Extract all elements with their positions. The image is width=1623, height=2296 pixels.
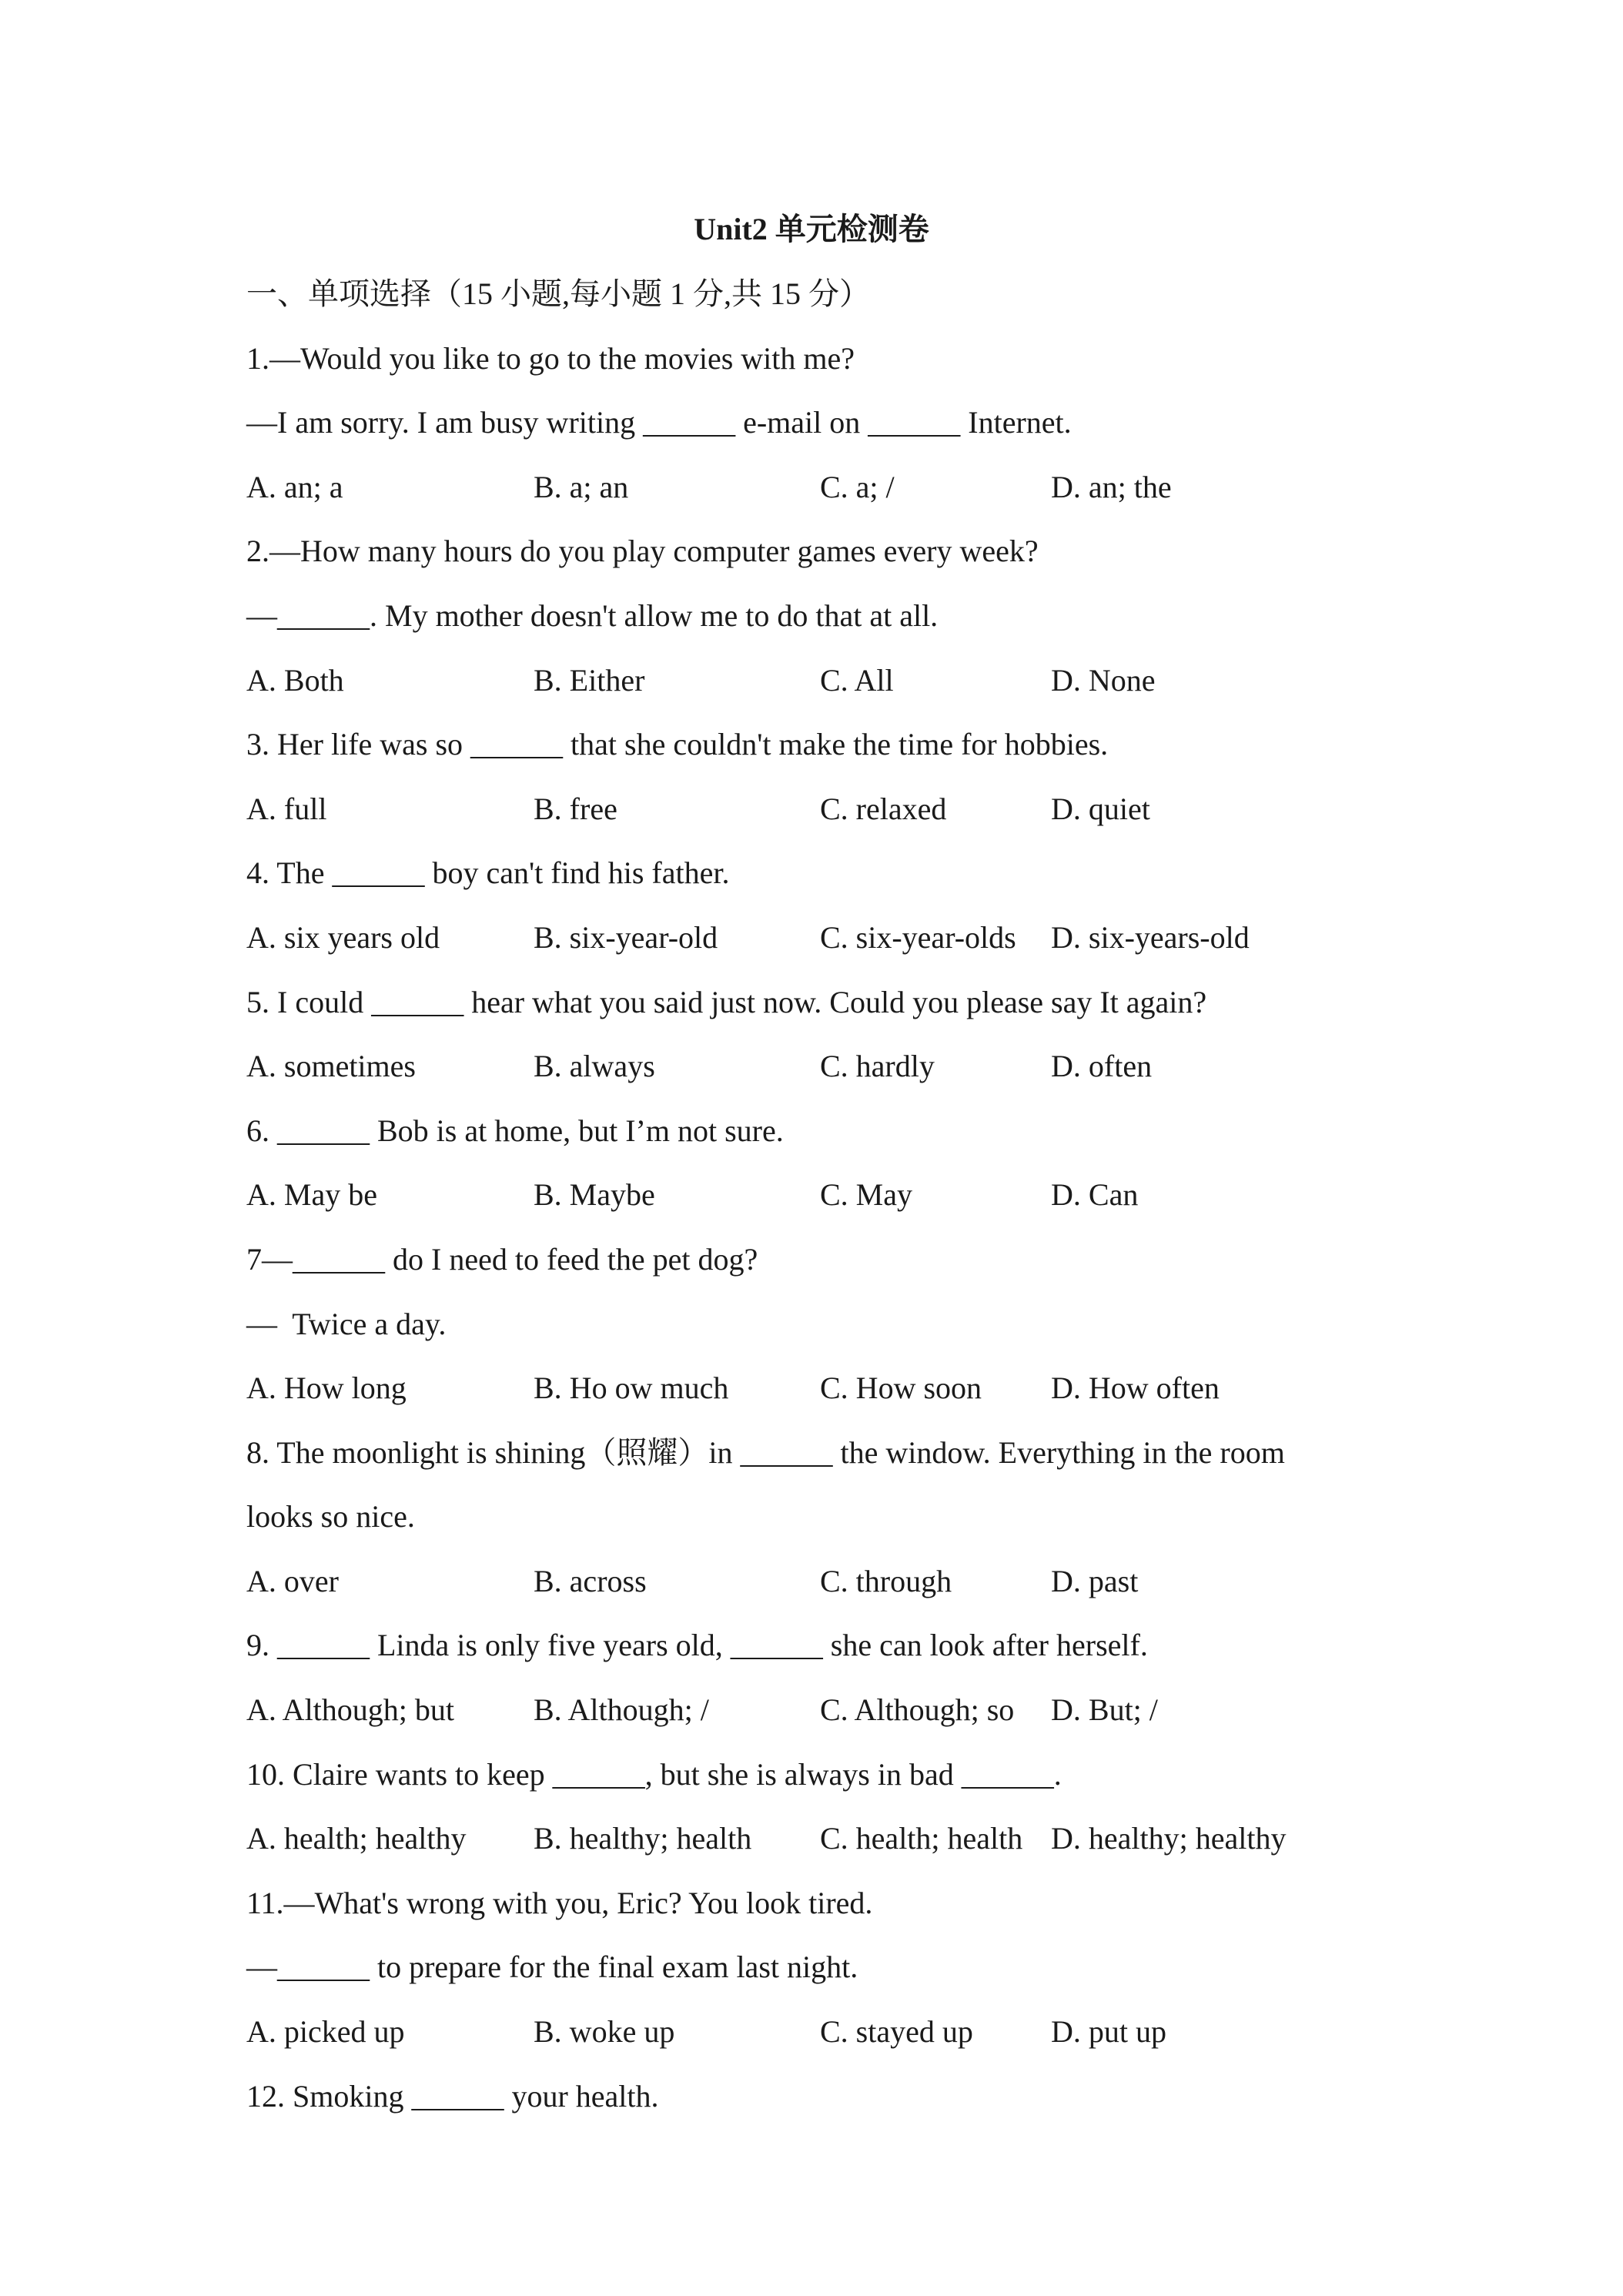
- option-a: A. sometimes: [246, 1049, 416, 1084]
- option-d: D. How often: [1051, 1371, 1220, 1406]
- option-row: [246, 2009, 1401, 2073]
- option-d: D. quiet: [1051, 791, 1150, 826]
- option-b: B. across: [534, 1563, 647, 1598]
- option-b: B. Ho ow much: [534, 1371, 729, 1406]
- option-a: A. over: [246, 1563, 339, 1598]
- question-2: [246, 528, 1401, 721]
- option-d: D. an; the: [1051, 469, 1172, 504]
- question-stem: 4. The ______ boy can't find his father.: [246, 855, 730, 891]
- question-7: [246, 1237, 1401, 1430]
- option-a: A. an; a: [246, 469, 343, 504]
- option-c: C. stayed up: [820, 2014, 973, 2050]
- question-stem: 6. ______ Bob is at home, but I’m not sure.: [246, 1113, 784, 1148]
- option-a: A. six years old: [246, 919, 440, 955]
- question-stem: —I am sorry. I am busy writing ______ e-mail on ______ Internet.: [246, 405, 1072, 440]
- option-c: C. through: [820, 1563, 952, 1598]
- option-a: A. Both: [246, 662, 344, 698]
- question-stem: 10. Claire wants to keep ______, but she is always in bad ______.: [246, 1756, 1062, 1792]
- option-a: A. Although; but: [246, 1692, 455, 1728]
- option-row: [246, 1172, 1401, 1237]
- option-b: B. six-year-old: [534, 919, 718, 955]
- option-d: D. often: [1051, 1049, 1153, 1084]
- option-c: C. relaxed: [820, 791, 947, 826]
- question-stem: —______ to prepare for the final exam last night.: [246, 1950, 858, 1985]
- question-stem: 12. Smoking ______ your health.: [246, 2078, 659, 2114]
- option-c: C. How soon: [820, 1371, 982, 1406]
- question-stem: 8. The moonlight is shining（照耀）in ______ the window. Everything in the room: [246, 1434, 1285, 1470]
- option-row: [246, 1558, 1401, 1623]
- question-stem: 1.—Would you like to go to the movies with me?: [246, 340, 855, 376]
- question-stem: looks so nice.: [246, 1499, 415, 1535]
- page-title: Unit2 单元检测卷: [694, 212, 929, 246]
- option-a: A. How long: [246, 1371, 407, 1406]
- question-6: [246, 1108, 1401, 1237]
- section-heading: 一、单项选择（15 小题,每小题 1 分,共 15 分）: [246, 276, 870, 311]
- option-c: C. May: [820, 1177, 912, 1213]
- question-12: [246, 2073, 1401, 2138]
- question-9: [246, 1622, 1401, 1751]
- question-stem: 7—______ do I need to feed the pet dog?: [246, 1241, 758, 1277]
- question-stem: 9. ______ Linda is only five years old, ______ she can look after herself.: [246, 1628, 1148, 1663]
- question-list: [246, 271, 1401, 2137]
- option-d: D. But; /: [1051, 1692, 1158, 1728]
- question-11: [246, 1880, 1401, 2073]
- option-c: C. health; health: [820, 1821, 1023, 1856]
- option-a: A. full: [246, 791, 327, 826]
- option-a: A. health; healthy: [246, 1821, 467, 1856]
- option-c: C. All: [820, 662, 894, 698]
- option-row: [246, 1043, 1401, 1108]
- option-b: B. Although; /: [534, 1692, 709, 1728]
- question-stem: —______. My mother doesn't allow me to do that at all.: [246, 597, 939, 633]
- option-d: D. past: [1051, 1563, 1139, 1598]
- option-d: D. six-years-old: [1051, 919, 1250, 955]
- option-b: B. Either: [534, 662, 645, 698]
- question-stem: 5. I could ______ hear what you said just now. Could you please say It again?: [246, 984, 1207, 1019]
- question-1: [246, 336, 1401, 529]
- option-d: D. healthy; healthy: [1051, 1821, 1287, 1856]
- option-row: [246, 1816, 1401, 1880]
- option-d: D. put up: [1051, 2014, 1166, 2050]
- question-stem: 11.—What's wrong with you, Eric? You look tired.: [246, 1885, 873, 1920]
- question-stem: 2.—How many hours do you play computer games every week?: [246, 534, 1039, 569]
- question-3: [246, 721, 1401, 850]
- option-row: [246, 786, 1401, 851]
- option-d: D. None: [1051, 662, 1156, 698]
- option-row: [246, 1687, 1401, 1752]
- option-b: B. a; an: [534, 469, 629, 504]
- question-8: [246, 1430, 1401, 1623]
- question-4: [246, 850, 1401, 979]
- option-row: [246, 915, 1401, 979]
- option-d: D. Can: [1051, 1177, 1139, 1213]
- option-a: A. picked up: [246, 2014, 405, 2050]
- option-b: B. healthy; health: [534, 1821, 752, 1856]
- question-stem: 3. Her life was so ______ that she couldn't make the time for hobbies.: [246, 727, 1109, 762]
- option-c: C. six-year-olds: [820, 919, 1016, 955]
- option-row: [246, 464, 1401, 529]
- option-row: [246, 658, 1401, 722]
- option-c: C. hardly: [820, 1049, 935, 1084]
- question-5: [246, 979, 1401, 1108]
- option-row: [246, 1365, 1401, 1430]
- option-b: B. always: [534, 1049, 655, 1084]
- option-b: B. woke up: [534, 2014, 675, 2050]
- option-c: C. Although; so: [820, 1692, 1015, 1728]
- option-b: B. Maybe: [534, 1177, 655, 1213]
- option-a: A. May be: [246, 1177, 377, 1213]
- question-10: [246, 1752, 1401, 1880]
- option-b: B. free: [534, 791, 617, 826]
- option-c: C. a; /: [820, 469, 895, 504]
- question-stem: — Twice a day.: [246, 1306, 447, 1341]
